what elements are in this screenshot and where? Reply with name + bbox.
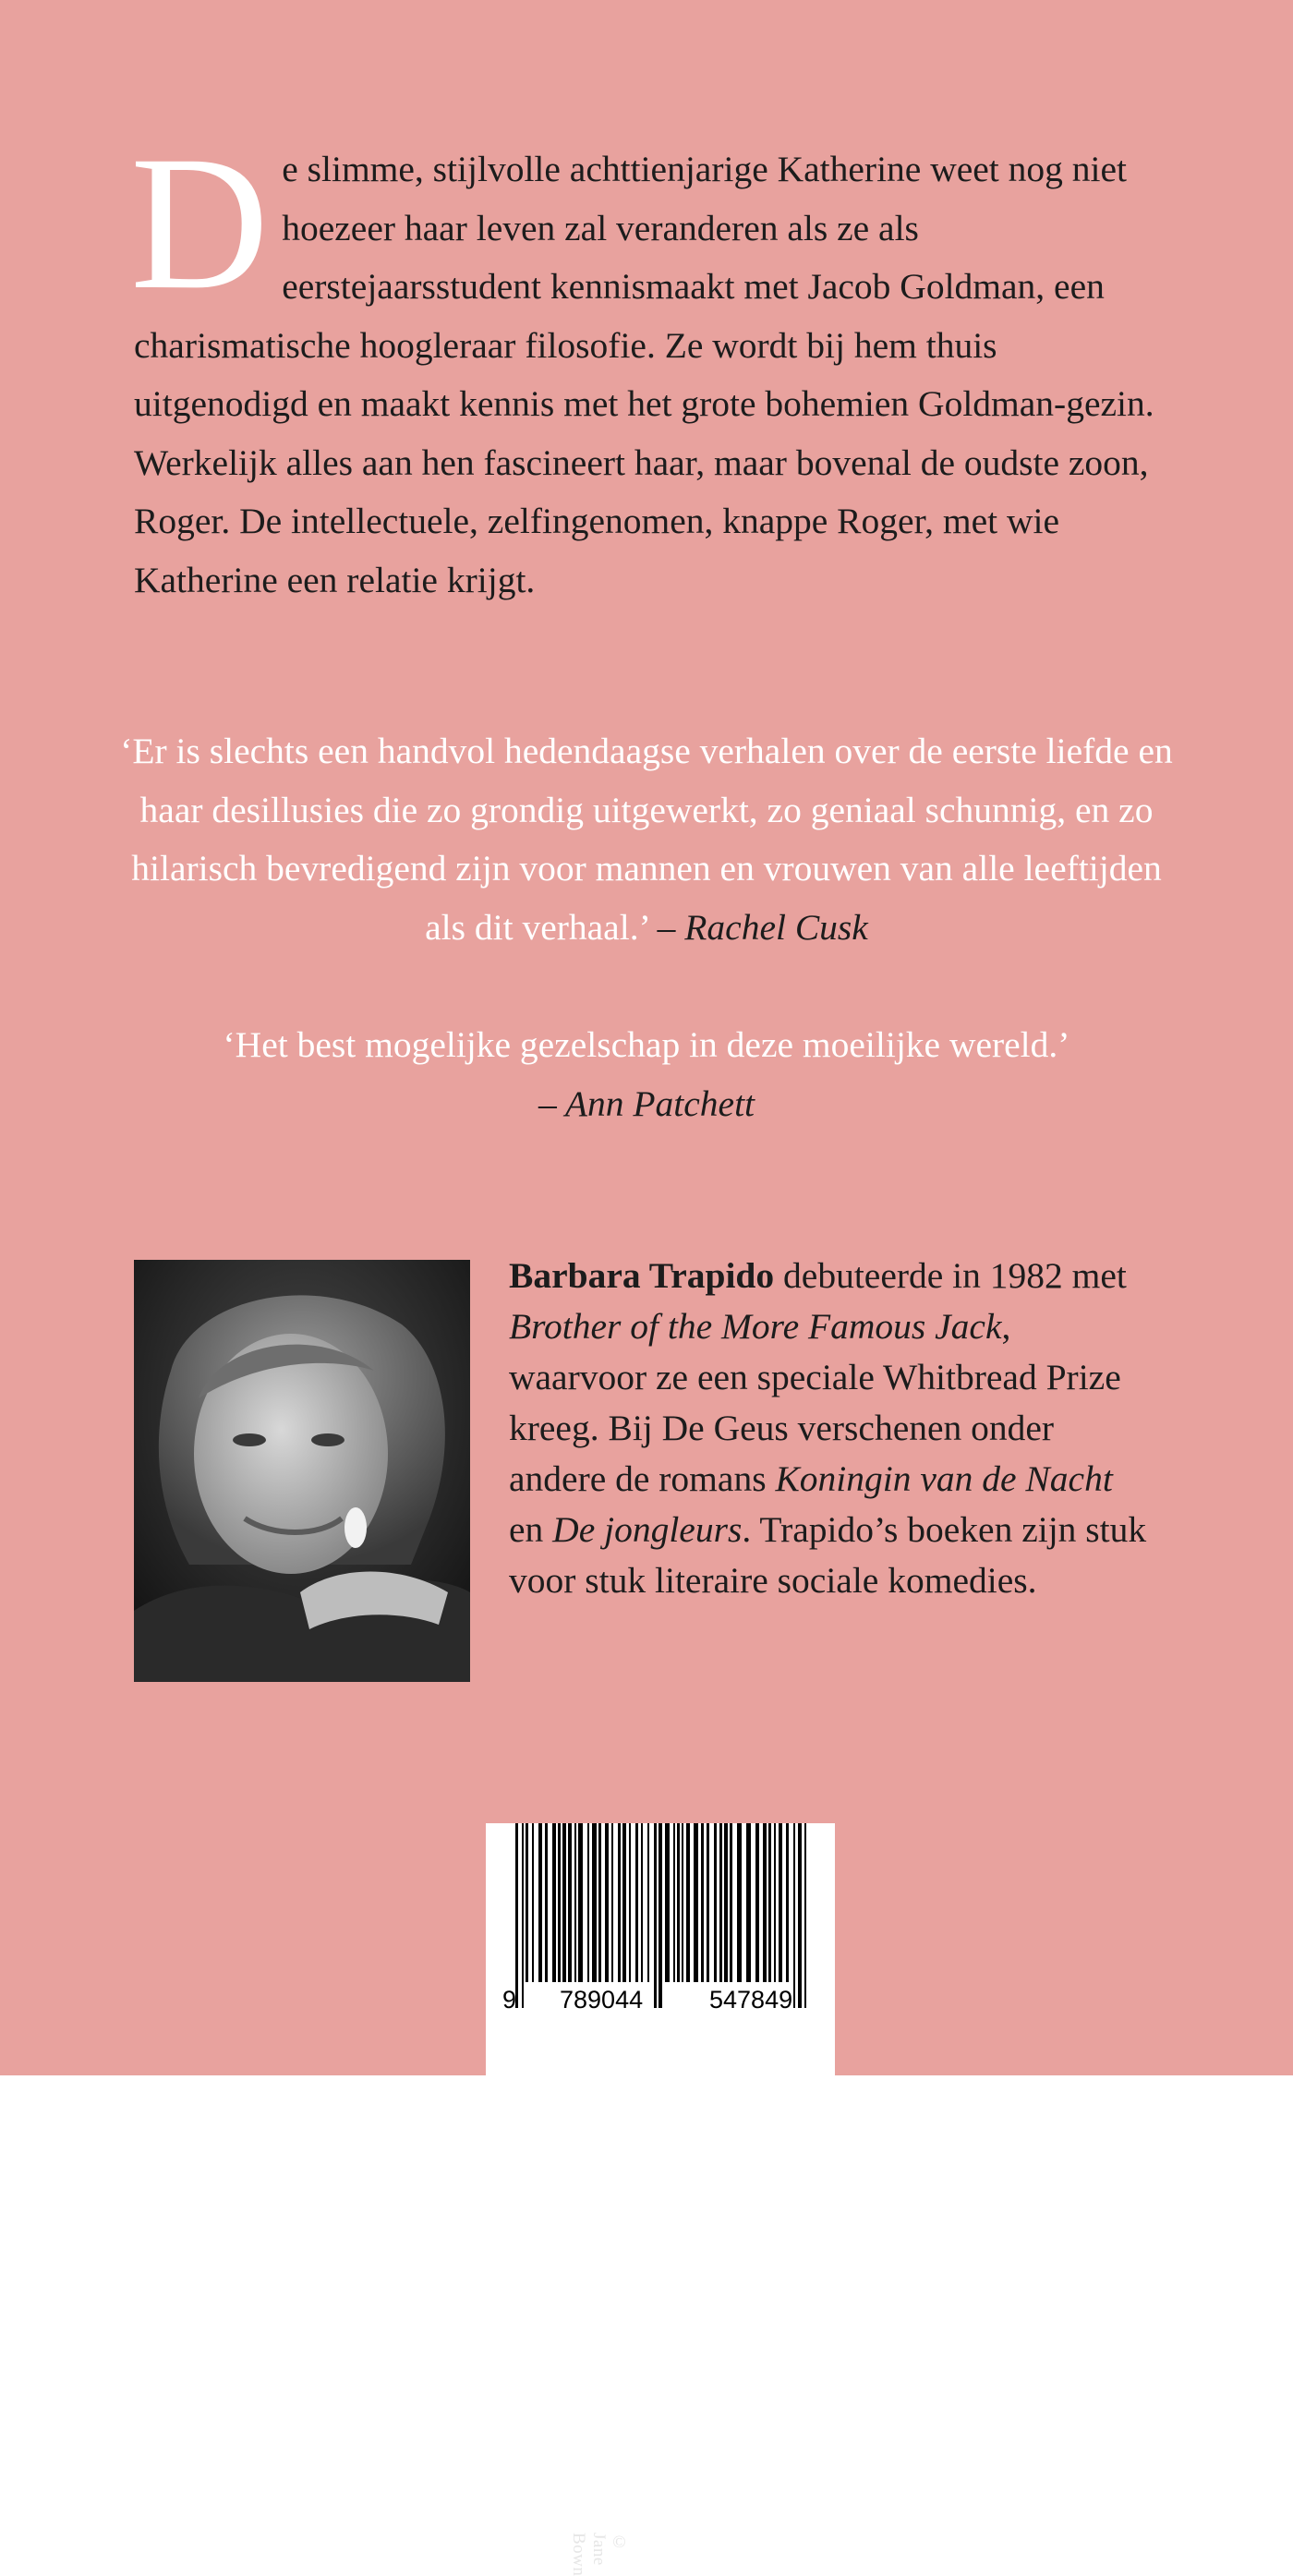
barcode-bar [779,1823,782,1982]
barcode-bar [522,1823,524,2008]
barcode-bar [515,1823,518,2008]
barcode-bar [629,1823,631,1982]
author-name: Barbara Trapido [509,1255,775,1296]
barcode-bar [568,1823,572,1982]
review-quote-2 [111,1016,1182,1133]
barcode-bar [673,1823,675,1982]
drop-cap: D [130,116,270,329]
barcode-bar [654,1823,657,2008]
barcode-bar [641,1823,643,1982]
barcode-bar [701,1823,704,1982]
author-bio [509,1251,1155,1606]
bio-text: , waarvoor ze een speciale Whitbread Prize kreeg. Bij De Geus verschenen onder andere de romans [509,1306,1121,1499]
synopsis [130,116,1178,610]
barcode-bar [694,1823,698,1982]
barcode-bar [793,1823,795,2008]
barcode-bar [755,1823,759,1982]
bio-text: en [509,1509,553,1550]
barcode-bar [532,1823,534,1982]
barcode-bar [611,1823,613,1982]
barcode-bar [538,1823,542,1982]
barcode-bar [647,1823,649,1982]
photo-credit: © Jane Bown [569,2533,629,2576]
book-title: Brother of the More Famous Jack [509,1306,1002,1347]
isbn-first-digit: 9 [502,1986,517,2014]
author-portrait-image [134,1260,470,1682]
book-title: De jongleurs [552,1509,743,1550]
book-title: Koningin van de Nacht [775,1458,1113,1499]
bio-text: debuteerde in 1982 met [774,1255,1127,1296]
isbn-right-digits: 547849 [709,1986,793,2014]
barcode-bar [659,1823,662,2008]
barcode-bar [635,1823,638,1982]
isbn-barcode [486,1823,835,2075]
barcode-bar [686,1823,690,1982]
barcode-bar [768,1823,771,1982]
barcode-bar [737,1823,742,1982]
barcode-bar [545,1823,548,1982]
barcode-bar [804,1823,806,2008]
barcode-bar [562,1823,566,1982]
barcode-bar [574,1823,576,1982]
barcode-bar [622,1823,626,1982]
barcode-bar [682,1823,683,1982]
bio-text: . Trapido’s boeken zijn stuk voor stuk literaire sociale komedies. [509,1509,1147,1601]
barcode-bar [605,1823,609,1982]
barcode-bar [719,1823,722,1982]
barcode-bar [526,1823,528,1982]
barcode-bar [578,1823,583,1982]
barcode-bar [598,1823,601,1982]
isbn-left-digits: 789044 [560,1986,644,2014]
barcode-bar [677,1823,680,1982]
barcode-bar [724,1823,728,1982]
barcode-bar [558,1823,561,1982]
barcode-bars [486,1823,835,2075]
barcode-bar [587,1823,589,1982]
quote-text: ‘Het best mogelijke gezelschap in deze moeilijke wereld.’ [223,1024,1070,1065]
barcode-bar [730,1823,732,1982]
review-quote-1 [111,722,1182,957]
quote-author: – Ann Patchett [538,1082,755,1124]
barcode-bar [774,1823,776,1982]
barcode-bar [786,1823,789,1982]
barcode-bar [707,1823,709,1982]
barcode-bar [618,1823,621,1982]
quote-author: – Rachel Cusk [657,906,868,948]
barcode-bar [763,1823,767,1982]
barcode-bar [592,1823,597,1982]
barcode-bar [798,1823,802,2008]
quote-text: ‘Er is slechts een handvol hedendaagse verhalen over de eerste liefde en haar desillusies die zo grondig uitgewerkt, zo geniaal schunnig, en zo hilarisch bevredigend zijn voor mannen en vrouwen van alle leeftijden als dit verhaal.’ [120,731,1173,948]
barcode-bar [746,1823,751,1982]
barcode-bar [714,1823,717,1982]
synopsis-text: e slimme, stijlvolle achttienjarige Katherine weet nog niet hoezeer haar leven zal veranderen als ze als eerstejaarsstudent kennismaakt met Jacob Goldman, een charismatische hoogleraar filosofie. Ze wordt bij hem thuis uitgenodigd en maakt kennis met het grote bohemien Goldman-gezin. Werkelijk alles aan hen fascineert haar, maar bovenal de oudste zoon, Roger. De intellectuele, zelfingenomen, knappe Roger, met wie Katherine een relatie krijgt. [134,149,1154,600]
barcode-bar [665,1823,670,1982]
barcode-bar [552,1823,556,1982]
